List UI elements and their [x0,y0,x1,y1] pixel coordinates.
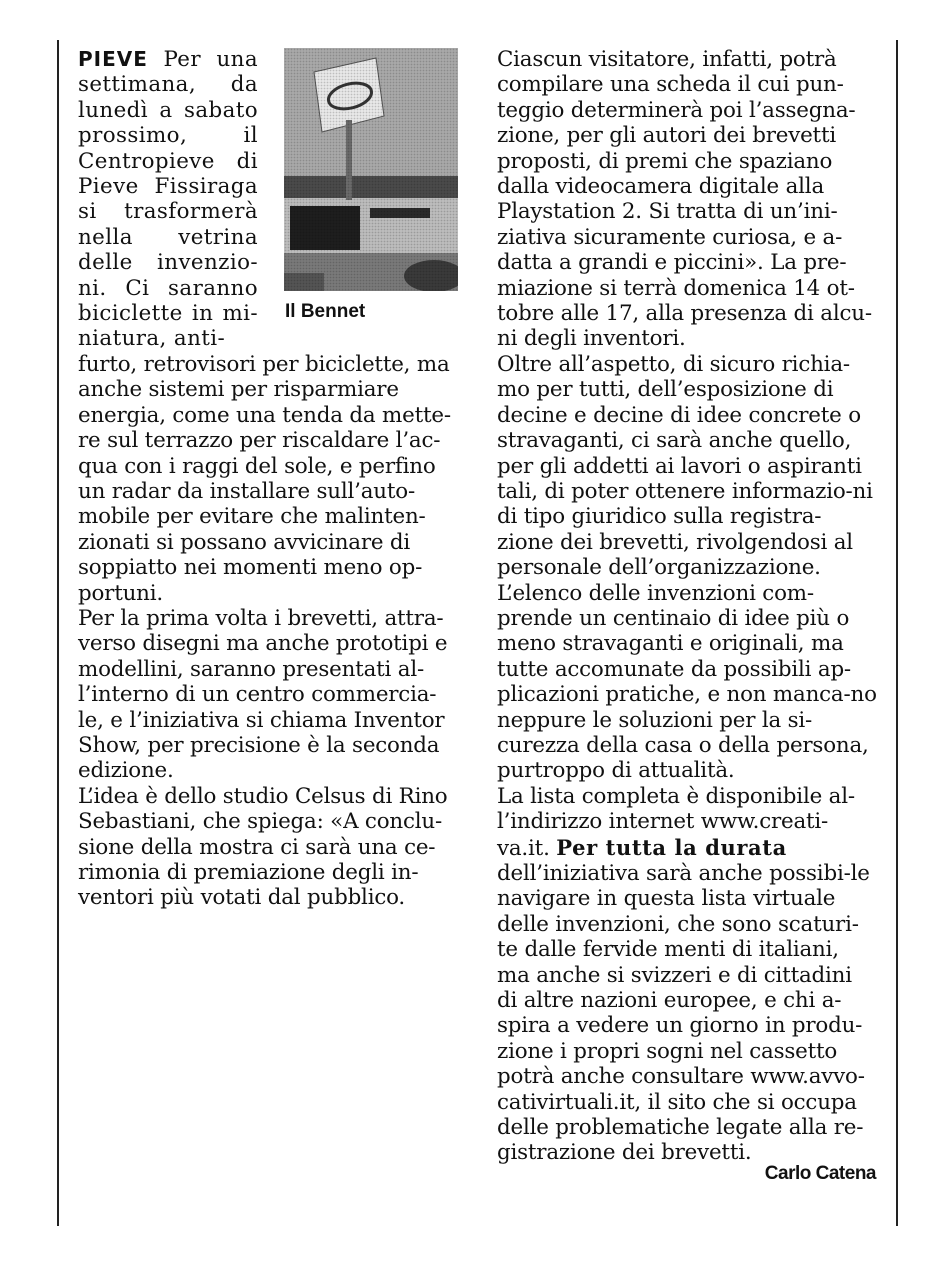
article-lead-word: PIEVE [78,47,148,71]
article-text: La lista completa è disponibile al-l’indirizzo internet www.creati-va.it. [497,783,855,861]
intro-line: ni. Ci saranno [78,275,258,301]
article-byline: Carlo Catena [764,1163,876,1184]
article-paragraph [497,784,877,1166]
store-photo [284,48,458,291]
article-right-column [497,47,877,1166]
intro-line: nella vetrina [78,224,258,250]
article-paragraph: Ciascun visitatore, infatti, potrà compilare una scheda il cui pun-teggio determinerà poi l’assegna-zione, per gli autori dei brevetti proposti, di premi che spaziano dalla videocamera digitale alla Playstation 2. Si tratta di un’ini-ziativa sicuramente curiosa, e a-datta a grandi e piccini». La pre-miazione si terrà domenica 14 ot-tobre alle 17, alla presenza di alcu-ni degli inventori. [497,47,872,352]
store-photo-image [284,48,458,291]
intro-line: prossimo, il [78,123,258,149]
article-intro [78,47,258,352]
article-paragraph: furto, retrovisori per biciclette, ma anche sistemi per risparmiare energia, come una tenda da mette-re sul terrazzo per riscaldare l’ac-qua con i raggi del sole, e perfino un radar da installare sull’auto-mobile per evitare che malinten-zionati si possano avvicinare di soppiatto nei momenti meno op-portuni. [78,351,451,606]
article-paragraph: L’elenco delle invenzioni com-prende un centinaio di idee più o meno stravaganti e originali, ma tutte accomunate da possibili ap-plicazioni pratiche, e non manca-no neppure le soluzioni per la si-curezza della casa o della persona, purtroppo di attualità. [497,580,877,784]
intro-line: si trasformerà [78,199,258,225]
article-paragraph: Oltre all’aspetto, di sicuro richia-mo per tutti, dell’esposizione di decine e decine di idee concrete o stravaganti, ci sarà anche quello, per gli addetti ai lavori o aspiranti tali, di poter ottenere informazio-ni di tipo giuridico sulla registra-zione dei brevetti, rivolgendosi al personale dell’organizzazione. [497,351,873,581]
intro-line: settimana, da [78,72,258,98]
article-left-body [78,352,461,911]
article-emphasis: Per tutta la durata [556,834,787,860]
intro-line: lunedì a sabato [78,97,258,123]
intro-line: delle invenzio- [78,250,258,276]
intro-line: Per una [163,47,258,72]
photo-caption: Il Bennet [285,301,366,322]
right-column-rule [896,40,898,1226]
intro-line: Pieve Fissiraga [78,174,258,200]
intro-line: Centropieve di [78,148,258,174]
intro-line: biciclette in mi- [78,301,258,327]
article-paragraph: L’idea è dello studio Celsus di Rino Sebastiani, che spiega: «A conclu-sione della mostra ci sarà una ce-rimonia di premiazione degli in-ventori più votati dal pubblico. [78,783,448,911]
left-column-rule [57,40,59,1226]
article-text: dell’iniziativa sarà anche possibi-le navigare in questa lista virtuale delle invenzioni, che sono scaturi-te dalle fervide menti di italiani, ma anche si svizzeri e di cittadini di altre nazioni europee, e chi a-spira a vedere un giorno in produ-zione i propri sogni nel cassetto potrà anche consultare www.avvo-cativirtuali.it, il sito che si occupa delle problematiche legate alla re-gistrazione dei brevetti. [497,861,870,1166]
article-paragraph: Per la prima volta i brevetti, attra-verso disegni ma anche prototipi e modellini, saranno presentati al-l’interno di un centro commercia-le, e l’iniziativa si chiama Inventor Show, per precisione è la seconda edizione. [78,605,448,784]
intro-line: niatura, anti- [78,326,226,352]
